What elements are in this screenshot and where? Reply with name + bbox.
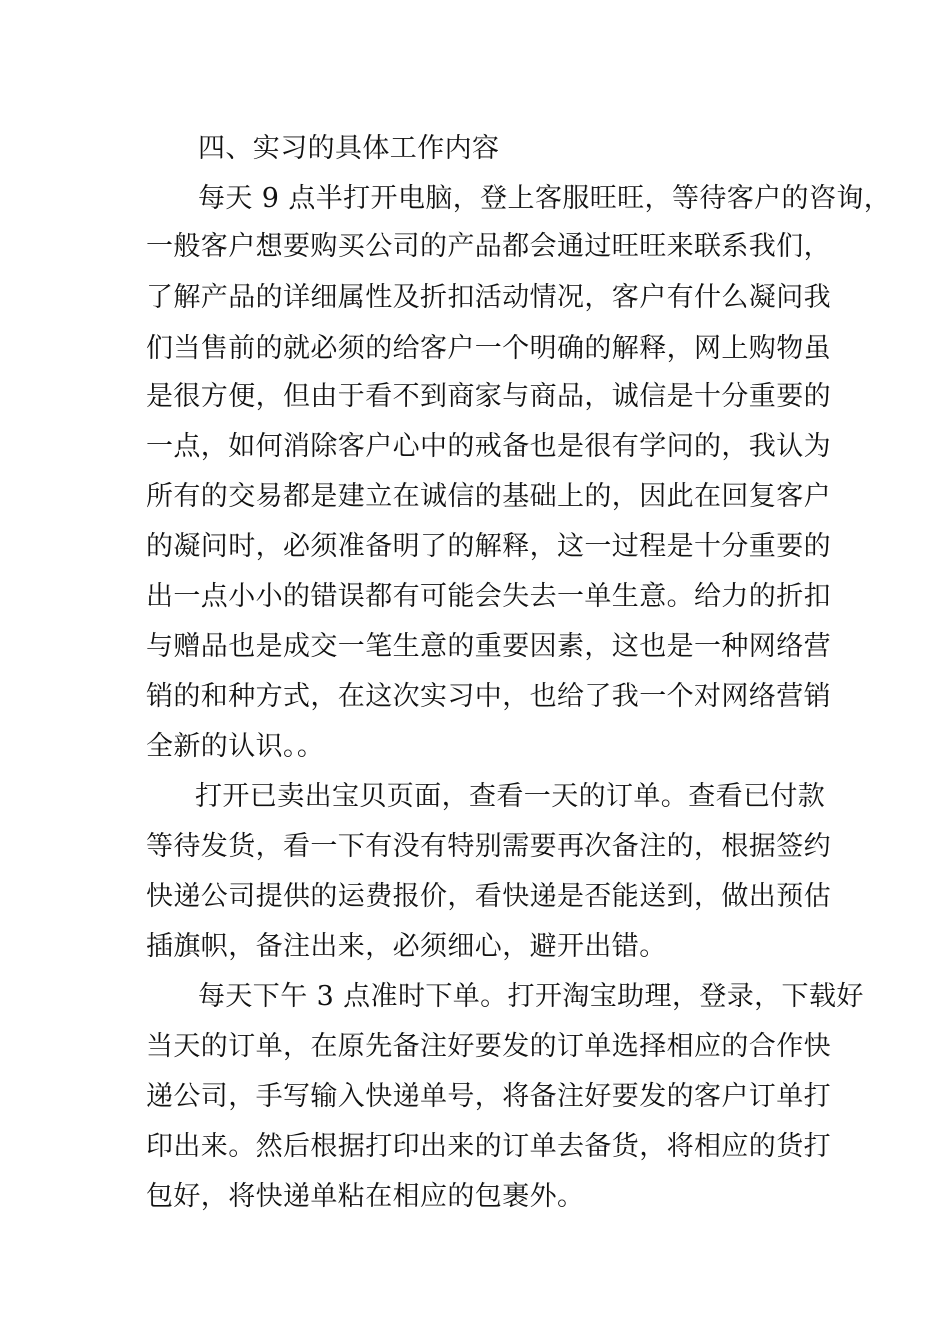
paragraph-line: 包好，将快递单粘在相应的包裹外。 xyxy=(146,1181,585,1212)
paragraph-line: 等待发货，看一下有没有特别需要再次备注的，根据签约 xyxy=(146,831,831,862)
paragraph-line: 每天下午 3 点准时下单。打开淘宝助理，登录，下载好 xyxy=(198,981,864,1012)
paragraph-line: 了解产品的详细属性及折扣活动情况，客户有什么凝问我 xyxy=(146,282,831,313)
paragraph-line: 的凝问时，必须准备明了的解释，这一过程是十分重要的 xyxy=(146,531,831,562)
paragraph-line: 每天 9 点半打开电脑，登上客服旺旺，等待客户的咨询， xyxy=(198,183,892,214)
paragraph-line: 快递公司提供的运费报价，看快递是否能送到，做出预估 xyxy=(146,881,831,912)
paragraph-line: 插旗帜，备注出来，必须细心，避开出错。 xyxy=(146,931,667,962)
paragraph-line: 全新的认识。。 xyxy=(146,731,325,762)
paragraph-line: 印出来。然后根据打印出来的订单去备货，将相应的货打 xyxy=(146,1131,831,1162)
paragraph-line: 打开已卖出宝贝页面，查看一天的订单。查看已付款 xyxy=(195,781,826,812)
paragraph-line: 出一点小小的错误都有可能会失去一单生意。给力的折扣 xyxy=(146,581,831,612)
paragraph-line: 们当售前的就必须的给客户一个明确的解释，网上购物虽 xyxy=(146,333,831,364)
paragraph-line: 所有的交易都是建立在诚信的基础上的，因此在回复客户 xyxy=(146,481,831,512)
paragraph-line: 一点，如何消除客户心中的戒备也是很有学问的，我认为 xyxy=(146,431,831,462)
paragraph-line: 销的和种方式，在这次实习中，也给了我一个对网络营销 xyxy=(146,681,831,712)
paragraph-line: 当天的订单，在原先备注好要发的订单选择相应的合作快 xyxy=(146,1031,831,1062)
paragraph-line: 一般客户想要购买公司的产品都会通过旺旺来联系我们， xyxy=(146,231,831,262)
paragraph-line: 递公司，手写输入快递单号，将备注好要发的客户订单打 xyxy=(146,1081,831,1112)
section-heading: 四、实习的具体工作内容 xyxy=(198,133,500,164)
paragraph-line: 是很方便，但由于看不到商家与商品，诚信是十分重要的 xyxy=(146,381,831,412)
paragraph-line: 与赠品也是成交一笔生意的重要因素，这也是一种网络营 xyxy=(146,631,831,662)
